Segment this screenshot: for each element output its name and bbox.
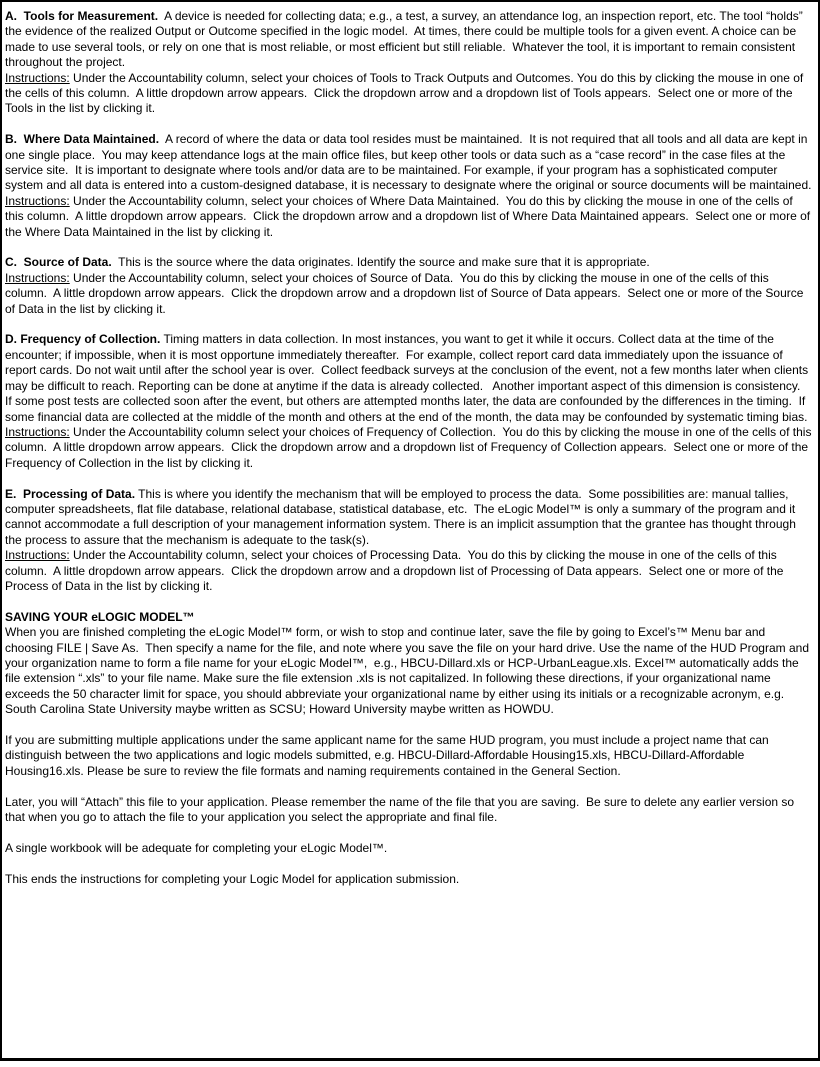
paragraph-attach-file-text: Later, you will “Attach” this file to your application. Please remember the name of the file that you are saving. Be sure to delete any earlier version so that when you go to attach the file to your application you select the appropriate and final file.: [5, 794, 798, 825]
section-e-body: This is where you identify the mechanism that will be employed to process the data. Some possibilities are: manual tallies, computer spreadsheets, flat file database, relational database, statistical database, etc. The eLogic Model™ is only a summary of the program and it cannot accommodate a full description of your management information system. There is an implicit assumption that the grantee has thought through the process to assure that the mechanism is adequate to the task(s).: [5, 486, 800, 547]
paragraph-closing-text: This ends the instructions for completing your Logic Model for application submission.: [5, 871, 460, 886]
saving-section: [5, 610, 813, 718]
saving-heading: SAVING YOUR eLOGIC MODEL™: [5, 609, 195, 624]
section-where-data-maintained: [5, 132, 813, 240]
section-frequency-of-collection: [5, 332, 813, 471]
section-c-body: This is the source where the data originates. Identify the source and make sure that it is appropriate.: [111, 255, 650, 270]
section-b-instructions-text: Under the Accountability column, select your choices of Where Data Maintained. You do this by clicking the mouse in one of the cells of this column. A little dropdown arrow appears. Click the dropdown arrow and a dropdown list of Where Data Maintained appears. Select one or more of the Where Data Maintained in the list by clicking it.: [5, 193, 814, 239]
section-c-heading: C. Source of Data.: [5, 255, 112, 270]
section-c-instructions-label: Instructions:: [5, 270, 70, 285]
section-d-instructions-text: Under the Accountability column select your choices of Frequency of Collection. You do this by clicking the mouse in one of the cells of this column. A little dropdown arrow appears. Click the dropdown arrow and a dropdown list of Frequency of Collection appears. Select one or more of the Frequency of Collection in the list by clicking it.: [5, 424, 815, 470]
paragraph-attach-file: [5, 795, 813, 826]
section-tools-for-measurement: [5, 9, 813, 117]
paragraph-single-workbook: [5, 841, 813, 856]
saving-body: When you are finished completing the eLogic Model™ form, or wish to stop and continue later, save the file by going to Excel’s™ Menu bar and choosing FILE | Save As. Then specify a name for the file, and note where you save the file on your hard drive. Use the name of the HUD Program and your organization name to form a file name for your eLogic Model™, e.g., HBCU-Dillard.xls or HCP-UrbanLeague.xls. Excel™ automatically adds the file extension “.xls” to your file name. Make sure the file extension .xls is not capitalized. In following these directions, if your organizational name exceeds the 50 character limit for space, you should abbreviate your organizational name by either using its initials or a recognizable acronym, e.g. South Carolina State University maybe written as SCSU; Howard University maybe written as HOWDU.: [5, 625, 813, 717]
section-e-heading: E. Processing of Data.: [5, 486, 136, 501]
section-d-instructions-label: Instructions:: [5, 424, 70, 439]
section-a-heading: A. Tools for Measurement.: [5, 9, 159, 23]
section-source-of-data: [5, 255, 813, 317]
section-c-instructions-text: Under the Accountability column, select your choices of Source of Data. You do this by clicking the mouse in one of the cells of this column. A little dropdown arrow appears. Click the dropdown arrow and a dropdown list of Source of Data appears. Select one or more of the Source of Data in the list by clicking it.: [5, 270, 807, 316]
section-b-body: A record of where the data or data tool resides must be maintained. It is not required that all tools and all data are kept in one single place. You may keep attendance logs at the main office files, but keep other tools or data such as a “case record” in the case files at the service site. It is important to designate where tools and/or data are to be maintained. For example, if your program has a sophisticated computer system and all data is entered into a custom-designed database, it is necessary to designate where the original or source documents will be maintained.: [5, 132, 812, 193]
section-e-instructions-text: Under the Accountability column, select your choices of Processing Data. You do this by clicking the mouse in one of the cells of this column. A little dropdown arrow appears. Click the dropdown arrow and a dropdown list of Processing of Data appears. Select one or more of the Process of Data in the list by clicking it.: [5, 548, 787, 593]
section-b-heading: B. Where Data Maintained.: [5, 132, 160, 147]
paragraph-single-workbook-text: A single workbook will be adequate for completing your eLogic Model™.: [5, 840, 388, 855]
section-a-body: A device is needed for collecting data; e.g., a test, a survey, an attendance log, an inspection report, etc. The tool “holds” the evidence of the realized Output or Outcome specified in the logic model. At times, there could be multiple tools for a given event. A choice can be made to use several tools, or rely on one that is most reliable, or most efficient but still reliable. Whatever the tool, it is important to remain consistent throughout the project.: [5, 9, 807, 70]
section-b-instructions-label: Instructions:: [5, 193, 70, 208]
section-d-heading: D. Frequency of Collection.: [5, 332, 161, 347]
section-a-instructions-label: Instructions:: [5, 70, 70, 85]
paragraph-closing: [5, 872, 813, 887]
section-d-body: Timing matters in data collection. In most instances, you want to get it while it occurs. Collect data at the time of the encounter; if impossible, when it is most opportune immediately thereafter. For example, collect report card data immediately upon the issuance of report cards. Do not wait until after the school year is over. Collect feedback surveys at the conclusion of the event, not a few months later when clients may be difficult to reach. Reporting can be done at anytime if the data is already collected. Another important aspect of this dimension is consistency. If some post tests are collected soon after the event, but others are attempted months later, the data are confounded by the differences in the timing. If some financial data are collected at the middle of the month and others at the end of the month, the data may be confounded by systematic timing bias.: [5, 332, 812, 424]
section-e-instructions-label: Instructions:: [5, 548, 70, 563]
section-a-instructions-text: Under the Accountability column, select your choices of Tools to Track Outputs and Outcomes. You do this by clicking the mouse in one of the cells of this column. A little dropdown arrow appears. Click the dropdown arrow and a dropdown list of Tools appears. Select one or more of the Tools in the list by clicking it.: [5, 70, 807, 116]
paragraph-multiple-applications: [5, 733, 813, 779]
section-processing-of-data: [5, 487, 813, 595]
paragraph-multiple-applications-text: If you are submitting multiple applications under the same applicant name for the same HUD program, you must include a project name that can distinguish between the two applications and logic models submitted, e.g. HBCU-Dillard-Affordable Housing15.xls, HBCU-Dillard-Affordable Housing16.xls. Please be sure to review the file formats and naming requirements contained in the General Section.: [5, 733, 773, 778]
